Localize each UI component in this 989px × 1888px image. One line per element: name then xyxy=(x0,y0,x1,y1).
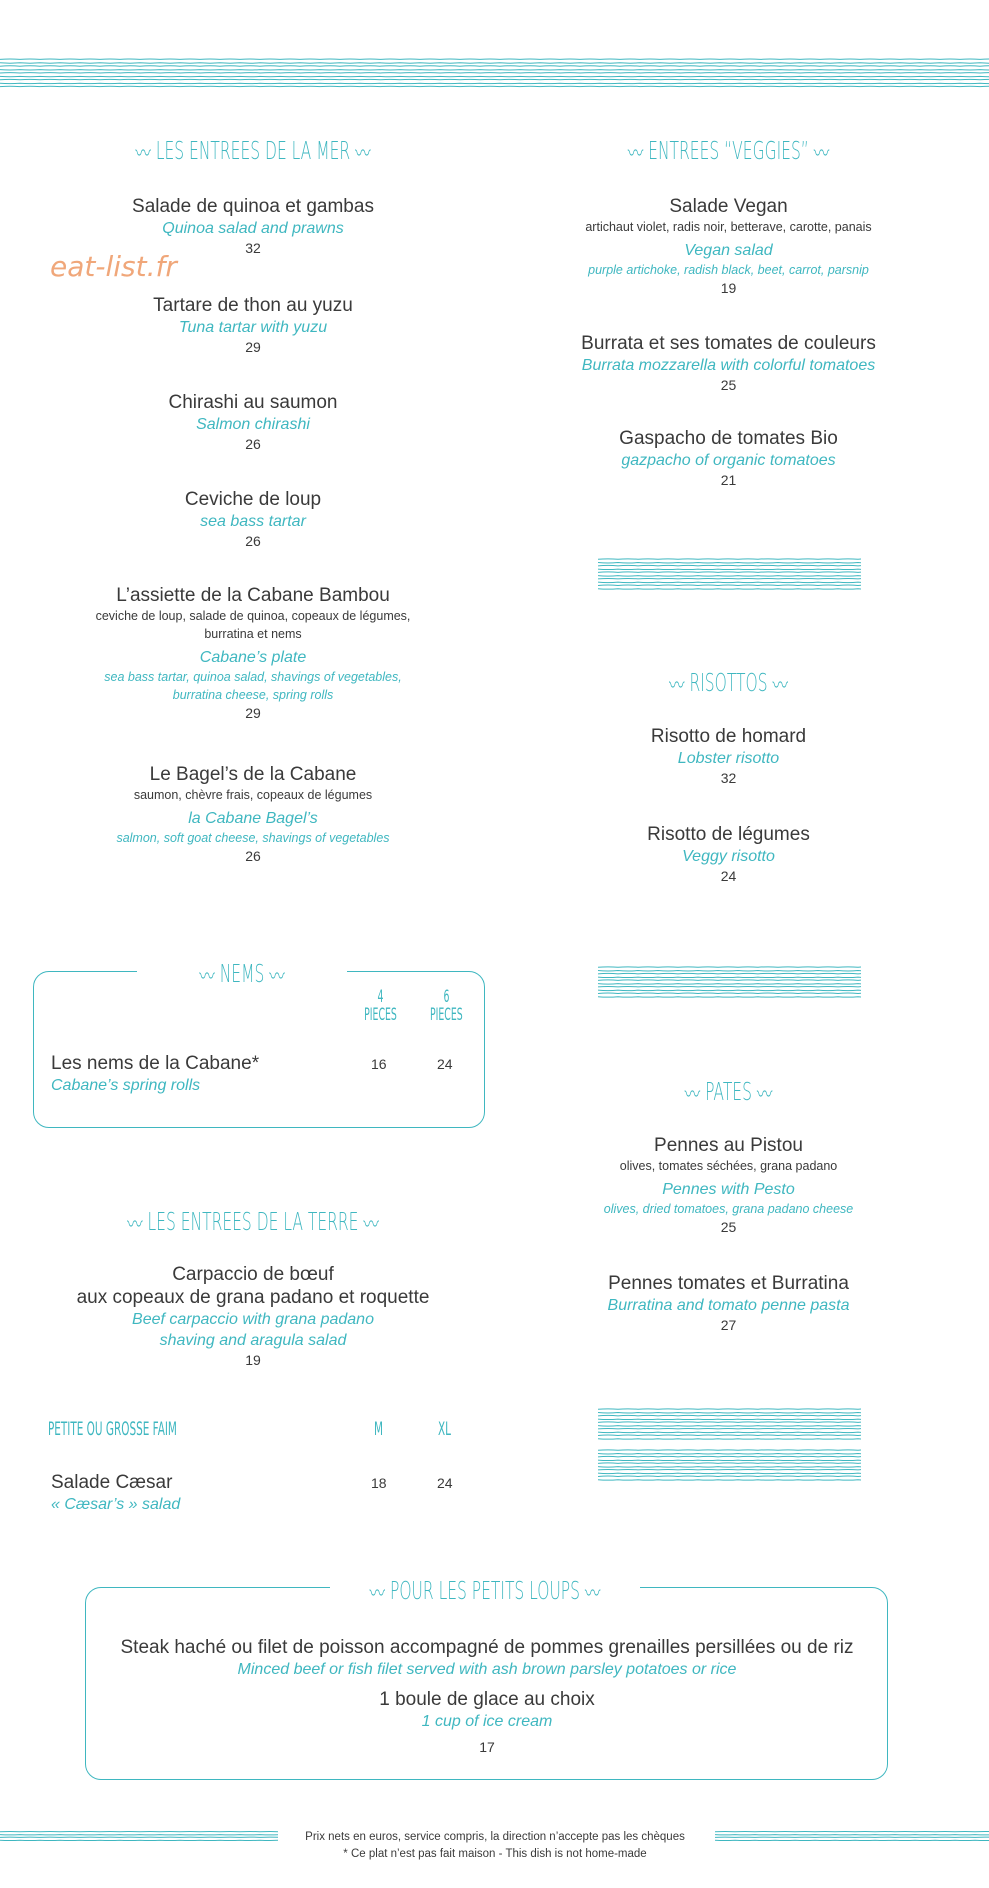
dish-price: 32 xyxy=(245,240,261,256)
dish-name-en: shaving and aragula salad xyxy=(159,1332,347,1349)
wave-ornament-icon: 〰 xyxy=(669,671,685,700)
dish-price: 27 xyxy=(720,1317,737,1333)
dish-desc-en: burratina cheese, spring rolls xyxy=(172,688,334,702)
section-pates xyxy=(506,0,951,1400)
footer-wave-right xyxy=(715,1829,989,1843)
wave-ornament-icon: 〰 xyxy=(772,671,788,700)
dish-desc-fr: burratina et nems xyxy=(204,627,302,641)
dish-name-en: Tuna tartar with yuzu xyxy=(178,319,328,336)
dish-price: 24 xyxy=(720,868,737,884)
faim-title: PETITE OU GROSSE FAIM xyxy=(48,1418,177,1440)
wave-ornament-icon: 〰 xyxy=(269,962,285,991)
section-title-nems: 〰 NEMS 〰 xyxy=(199,959,285,991)
dish-desc-en: sea bass tartar, quinoa salad, shavings of vegetables, xyxy=(104,670,402,684)
dish-name-fr: Le Bagel’s de la Cabane xyxy=(149,764,357,785)
dish-price: 29 xyxy=(245,339,261,355)
wave-ornament-icon: 〰 xyxy=(584,1579,601,1608)
wave-block-4 xyxy=(598,1447,861,1483)
nems-price-4: 16 xyxy=(371,1056,387,1072)
dish-name-en: Burrata mozzarella with colorful tomatoes xyxy=(581,357,876,374)
dish-name-en: Minced beef or fish filet served with ash brown parsley potatoes or rice xyxy=(237,1661,737,1678)
section-entrees-terre xyxy=(0,0,506,1400)
footer-note xyxy=(280,1829,710,1863)
dish-name-fr: L’assiette de la Cabane Bambou xyxy=(116,585,390,606)
dish-item xyxy=(0,1263,506,1370)
wave-ornament-icon: 〰 xyxy=(355,139,371,168)
dish-name-en: sea bass tartar xyxy=(200,513,306,530)
footer-line-2: * Ce plat n’est pas fait maison - This dish is not home-made xyxy=(343,1848,647,1860)
dish-price: 26 xyxy=(245,848,261,864)
faim-price-xl: 24 xyxy=(437,1475,453,1491)
section-title-mer: 〰 LES ENTREES DE LA MER 〰 xyxy=(135,136,371,168)
dessert-name-fr: 1 boule de glace au choix xyxy=(379,1689,595,1710)
dish-desc-en: salmon, soft goat cheese, shavings of vegetables xyxy=(116,831,390,845)
petits-loups-menu xyxy=(85,1636,889,1757)
dish-price: 19 xyxy=(245,1352,261,1368)
dish-desc-fr: saumon, chèvre frais, copeaux de légumes xyxy=(133,788,373,802)
dish-name-en: Beef carpaccio with grana padano xyxy=(132,1311,374,1328)
dish-name-fr: Salade Vegan xyxy=(669,196,788,217)
wave-block-3 xyxy=(598,1406,861,1442)
dish-name-fr: Tartare de thon au yuzu xyxy=(153,295,353,316)
nems-col-6-number: 6 xyxy=(443,987,450,1007)
dish-name-fr: Salade Cæsar xyxy=(51,1472,173,1493)
dish-desc-fr: ceviche de loup, salade de quinoa, copeaux de légumes, xyxy=(95,609,411,623)
dish-name-fr: Chirashi au saumon xyxy=(168,392,338,413)
wave-ornament-icon: 〰 xyxy=(363,1210,379,1239)
dish-desc-en: olives, dried tomatoes, grana padano cheese xyxy=(603,1202,854,1216)
section-title-pates: 〰 PATES 〰 xyxy=(684,1077,773,1109)
wave-ornament-icon: 〰 xyxy=(127,1210,143,1239)
dish-name-fr: Steak haché ou filet de poisson accompagné de pommes grenailles persillées ou de riz xyxy=(120,1637,854,1658)
nems-price-6: 24 xyxy=(437,1056,453,1072)
footer-line-1: Prix nets en euros, service compris, la direction n’accepte pas les chèques xyxy=(305,1831,685,1843)
dish-name-en: Burratina and tomato penne pasta xyxy=(607,1297,850,1314)
dish-name-en: Veggy risotto xyxy=(682,848,775,865)
dish-name-fr: Ceviche de loup xyxy=(184,489,322,510)
dish-price: 26 xyxy=(245,436,261,452)
dish-name-en: Vegan salad xyxy=(684,242,773,259)
dish-name-en: Quinoa salad and prawns xyxy=(162,220,344,237)
dish-desc-fr: artichaut violet, radis noir, betterave, carotte, panais xyxy=(585,220,872,234)
dish-name-fr: Risotto de homard xyxy=(650,726,807,747)
wave-ornament-icon: 〰 xyxy=(813,139,830,168)
wave-ornament-icon: 〰 xyxy=(369,1579,386,1608)
dish-name-en: gazpacho of organic tomatoes xyxy=(621,452,836,469)
wave-ornament-icon: 〰 xyxy=(684,1080,701,1109)
dish-name-en: Cabane’s spring rolls xyxy=(51,1077,201,1094)
dish-price: 17 xyxy=(479,1739,495,1755)
dish-name-fr: Burrata et ses tomates de couleurs xyxy=(581,333,876,354)
dish-name-en: Salmon chirashi xyxy=(196,416,310,433)
dessert-name-en: 1 cup of ice cream xyxy=(421,1713,553,1730)
dish-name-fr: Pennes tomates et Burratina xyxy=(608,1273,849,1294)
nems-col-6-label: PIECES xyxy=(430,1005,463,1025)
footer-wave-left xyxy=(0,1829,278,1843)
wave-ornament-icon: 〰 xyxy=(756,1080,773,1109)
nems-col-4-label: PIECES xyxy=(364,1005,397,1025)
dish-price: 25 xyxy=(720,1219,737,1235)
faim-price-m: 18 xyxy=(371,1475,387,1491)
dish-name-fr: Risotto de légumes xyxy=(647,824,810,845)
dish-desc-en: purple artichoke, radish black, beet, carrot, parsnip xyxy=(588,263,869,277)
dish-name-fr: aux copeaux de grana padano et roquette xyxy=(76,1287,430,1308)
dish-price: 26 xyxy=(245,533,261,549)
wave-ornament-icon: 〰 xyxy=(627,139,644,168)
dish-name-fr: Gaspacho de tomates Bio xyxy=(619,428,838,449)
dish-name-en: « Cæsar’s » salad xyxy=(51,1496,181,1513)
watermark-logo: eat-list.fr xyxy=(50,250,177,283)
dish-price: 19 xyxy=(720,280,737,296)
dish-name-en: Cabane’s plate xyxy=(199,649,307,666)
dish-desc-fr: olives, tomates séchées, grana padano xyxy=(619,1159,838,1173)
dish-name-fr: Carpaccio de bœuf xyxy=(172,1264,334,1285)
section-title-petits-loups: 〰 POUR LES PETITS LOUPS 〰 xyxy=(369,1576,601,1608)
dish-price: 29 xyxy=(245,705,261,721)
faim-item xyxy=(51,1471,471,1515)
dish-name-fr: Salade de quinoa et gambas xyxy=(132,196,374,217)
dish-price: 25 xyxy=(720,377,737,393)
dish-name-fr: Pennes au Pistou xyxy=(654,1135,803,1156)
faim-col-m: M xyxy=(374,1418,384,1440)
dish-name-en: Lobster risotto xyxy=(677,750,780,767)
section-title-terre: 〰 LES ENTREES DE LA TERRE 〰 xyxy=(127,1207,379,1239)
dish-name-en: la Cabane Bagel’s xyxy=(188,810,318,827)
wave-ornament-icon: 〰 xyxy=(135,139,151,168)
section-title-risottos: 〰 RISOTTOS 〰 xyxy=(669,668,788,700)
dish-name-fr: Les nems de la Cabane* xyxy=(51,1053,260,1074)
section-title-veggies: 〰 ENTREES “VEGGIES” 〰 xyxy=(627,136,830,168)
dish-name-en: Pennes with Pesto xyxy=(662,1181,795,1198)
dish-price: 21 xyxy=(720,472,737,488)
dish-item xyxy=(506,1272,951,1335)
dish-price: 32 xyxy=(720,770,737,786)
dish-item xyxy=(506,1134,951,1237)
nems-col-4-number: 4 xyxy=(377,987,384,1007)
wave-ornament-icon: 〰 xyxy=(199,962,215,991)
faim-col-xl: XL xyxy=(438,1418,451,1440)
